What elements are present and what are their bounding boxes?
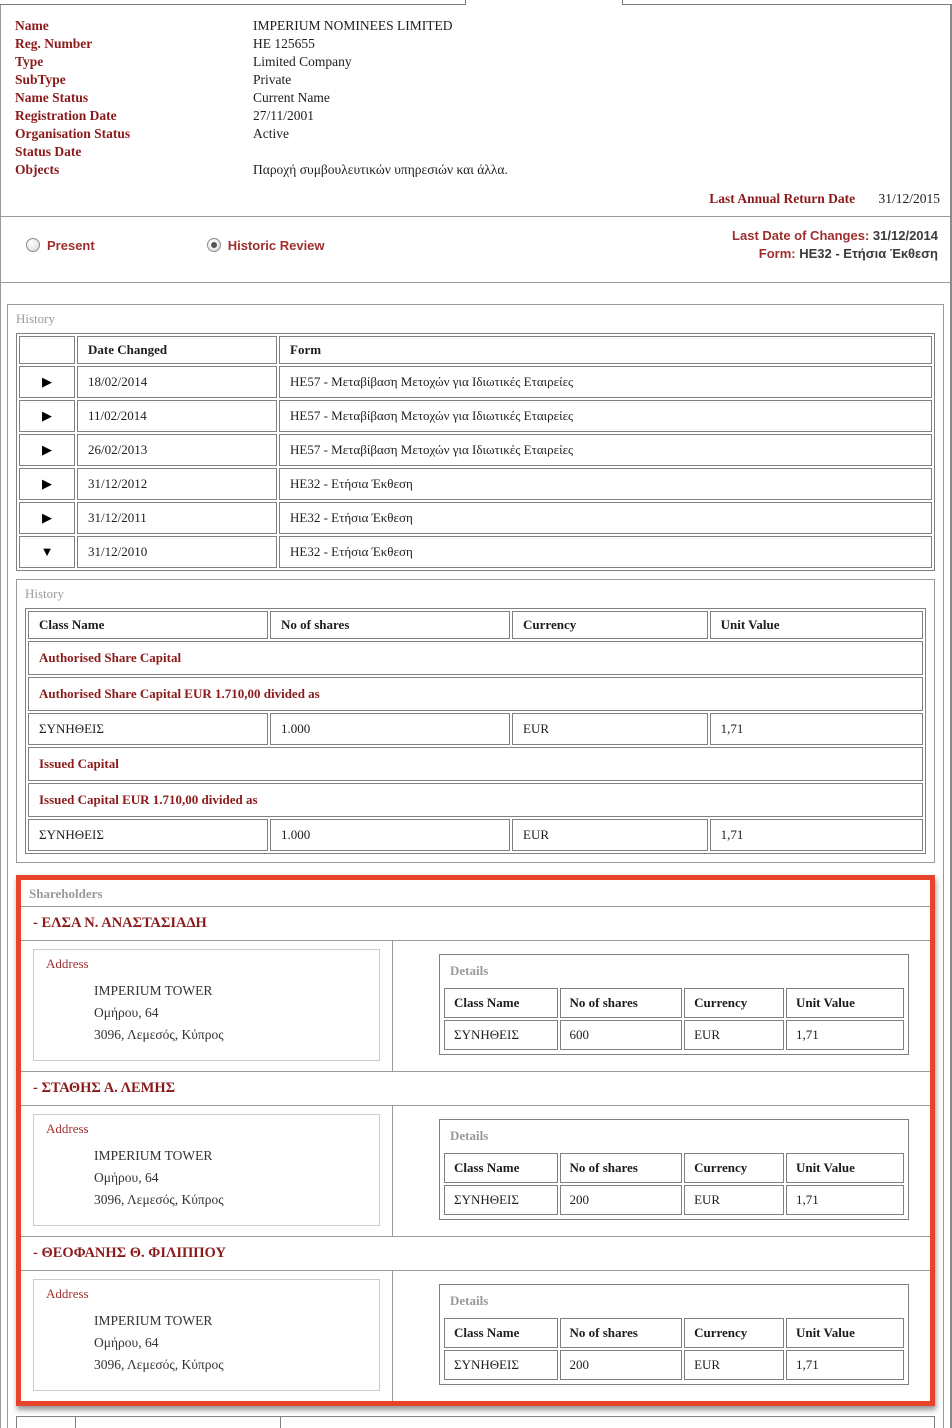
capital-cell: ΣΥΝΗΘΕΙΣ xyxy=(28,819,268,851)
details-header: No of shares xyxy=(560,1153,683,1183)
shareholder-details-cell xyxy=(393,1106,930,1236)
field-label: Name Status xyxy=(15,90,89,105)
last-annual-return-value: 31/12/2015 xyxy=(878,191,940,206)
capital-cell: 1,71 xyxy=(710,819,923,851)
capital-table xyxy=(25,608,926,854)
address-legend: Address xyxy=(46,956,89,971)
last-annual-return-label: Last Annual Return Date xyxy=(709,191,856,206)
company-field-row xyxy=(15,143,942,161)
details-header: Currency xyxy=(684,1318,784,1348)
details-header: No of shares xyxy=(560,1318,683,1348)
capital-header-3: Unit Value xyxy=(710,611,923,639)
date-changed-cell: 31/12/2010 xyxy=(77,536,277,568)
capital-group-row xyxy=(28,747,923,781)
field-value: Active xyxy=(253,126,289,141)
details-data-row xyxy=(444,1350,904,1380)
shareholder-content xyxy=(21,1271,930,1401)
details-cell: ΣΥΝΗΘΕΙΣ xyxy=(444,1020,558,1050)
field-value: 27/11/2001 xyxy=(253,108,315,123)
address-fieldset xyxy=(33,1114,380,1226)
form-cell: HE57 - Μεταβίβαση Μετοχών για Ιδιωτικές Εταιρείες xyxy=(279,434,932,466)
capital-group-label: Issued Capital EUR 1.710,00 divided as xyxy=(28,783,923,817)
expand-column-header xyxy=(19,336,75,364)
expand-cell[interactable] xyxy=(19,536,75,568)
history-row xyxy=(19,400,932,432)
field-label: Registration Date xyxy=(15,108,117,123)
address-line: Ομήρου, 64 xyxy=(94,1005,159,1020)
form-cell: HE57 - Μεταβίβαση Μετοχών για Ιδιωτικές Εταιρείες xyxy=(279,400,932,432)
form-header: Form xyxy=(279,336,932,364)
details-data-row xyxy=(444,1185,904,1215)
expand-cell[interactable] xyxy=(19,366,75,398)
date-changed-cell: 31/12/2012 xyxy=(77,468,277,500)
view-toggle-row xyxy=(1,217,950,273)
expand-cell[interactable] xyxy=(19,468,75,500)
form-cell: HE32 - Ετήσια Έκθεση xyxy=(279,468,932,500)
capital-data-row xyxy=(28,713,923,745)
capital-cell: EUR xyxy=(512,713,708,745)
history-row xyxy=(19,536,932,568)
address-line: IMPERIUM TOWER xyxy=(94,983,213,998)
company-field-row xyxy=(15,71,942,89)
form-value: HE32 - Ετήσια Έκθεση xyxy=(799,246,938,261)
form-cell: HE32 - Ετήσια Έκθεση xyxy=(279,536,932,568)
details-cell: ΣΥΝΗΘΕΙΣ xyxy=(444,1185,558,1215)
details-cell: 200 xyxy=(560,1185,683,1215)
details-cell: 1,71 xyxy=(786,1350,904,1380)
capital-group-row xyxy=(28,677,923,711)
details-header: Unit Value xyxy=(786,988,904,1018)
shareholder-name: - ΘΕΟΦΑΝΗΣ Θ. ΦΙΛΙΠΠΟΥ xyxy=(21,1236,930,1271)
history-header-row xyxy=(19,336,932,364)
collapse-arrow-icon[interactable]: ▼ xyxy=(40,544,54,559)
company-field-row xyxy=(15,107,942,125)
capital-header-row xyxy=(28,611,923,639)
capital-group-label: Authorised Share Capital xyxy=(28,641,923,675)
form-label: Form xyxy=(758,246,792,261)
date-changed-cell: 31/12/2011 xyxy=(77,502,277,534)
details-table xyxy=(442,1151,906,1217)
capital-history-section xyxy=(16,579,935,863)
shareholders-legend: Shareholders xyxy=(29,886,103,901)
expand-arrow-icon[interactable]: ▶ xyxy=(42,476,52,491)
field-value: Παροχή συμβουλευτικών υπηρεσιών και άλλα. xyxy=(253,162,508,177)
details-cell: EUR xyxy=(684,1350,784,1380)
form-cell: HE57 - Μεταβίβαση Μετοχών για Ιδιωτικές Εταιρείες xyxy=(279,366,932,398)
details-header: Currency xyxy=(684,988,784,1018)
divider xyxy=(1,282,950,283)
details-cell: 1,71 xyxy=(786,1185,904,1215)
details-legend: Details xyxy=(450,1128,489,1143)
details-header: Class Name xyxy=(444,988,558,1018)
details-legend: Details xyxy=(450,1293,489,1308)
company-field-row xyxy=(15,89,942,107)
details-cell: 1,71 xyxy=(786,1020,904,1050)
history-row xyxy=(19,502,932,534)
field-label: Objects xyxy=(15,162,60,177)
address-line: 3096, Λεμεσός, Κύπρος xyxy=(94,1357,224,1372)
expand-arrow-icon[interactable]: ▶ xyxy=(42,510,52,525)
date-changed-header: Date Changed xyxy=(77,336,277,364)
date-changed-cell: 11/02/2014 xyxy=(77,400,277,432)
address-fieldset xyxy=(33,1279,380,1391)
address-line: Ομήρου, 64 xyxy=(94,1170,159,1185)
details-header: Unit Value xyxy=(786,1153,904,1183)
expand-arrow-icon[interactable]: ▶ xyxy=(42,374,52,389)
field-value: IMPERIUM NOMINEES LIMITED xyxy=(253,18,453,33)
tab-strip xyxy=(0,0,952,5)
capital-history-legend: History xyxy=(25,586,64,601)
details-header: Class Name xyxy=(444,1318,558,1348)
date-changed-cell: 18/02/2014 xyxy=(77,366,277,398)
expand-cell[interactable] xyxy=(19,502,75,534)
details-cell: ΣΥΝΗΘΕΙΣ xyxy=(444,1350,558,1380)
details-fieldset xyxy=(439,954,909,1055)
capital-header-2: Currency xyxy=(512,611,708,639)
field-value: Limited Company xyxy=(253,54,352,69)
company-field-row xyxy=(15,35,942,53)
shareholder-details-cell xyxy=(393,1271,930,1401)
main-panel xyxy=(0,5,952,1428)
radio-historic-review-label: Historic Review xyxy=(227,237,325,253)
last-changes-block: Last Date of Changes: 31/12/2014 Form: HE32 - Ετήσια Έκθεση xyxy=(732,228,938,261)
capital-group-row xyxy=(28,783,923,817)
radio-present-icon[interactable] xyxy=(26,238,40,252)
radio-historic-review[interactable] xyxy=(207,238,325,253)
details-cell: 200 xyxy=(560,1350,683,1380)
capital-cell: 1,71 xyxy=(710,713,923,745)
tab-edge-left xyxy=(0,0,466,5)
details-fieldset xyxy=(439,1119,909,1220)
last-date-of-changes-value: 31/12/2014 xyxy=(872,228,938,243)
radio-present[interactable] xyxy=(26,238,95,253)
shareholder-content xyxy=(21,1106,930,1236)
field-label: Status Date xyxy=(15,144,82,159)
details-table xyxy=(442,1316,906,1382)
history-section xyxy=(7,304,944,1428)
company-field-row xyxy=(15,125,942,143)
history-table xyxy=(16,333,935,571)
shareholder-details-cell xyxy=(393,941,930,1071)
details-header-row xyxy=(444,988,904,1018)
capital-cell: 1.000 xyxy=(270,819,510,851)
company-field-row xyxy=(15,161,942,179)
details-header: Class Name xyxy=(444,1153,558,1183)
details-header-row xyxy=(444,1318,904,1348)
field-value: Private xyxy=(253,72,292,87)
last-annual-return-row xyxy=(1,179,950,207)
details-fieldset xyxy=(439,1284,909,1385)
field-value: HE 125655 xyxy=(253,36,315,51)
column-divider xyxy=(75,1417,76,1428)
details-header-row xyxy=(444,1153,904,1183)
details-cell: EUR xyxy=(684,1185,784,1215)
history-row xyxy=(19,468,932,500)
field-label: SubType xyxy=(15,72,66,87)
details-data-row xyxy=(444,1020,904,1050)
company-field-row xyxy=(15,53,942,71)
expand-arrow-icon[interactable]: ▶ xyxy=(42,408,52,423)
address-legend: Address xyxy=(46,1121,89,1136)
address-line: IMPERIUM TOWER xyxy=(94,1313,213,1328)
last-date-of-changes-label: Last Date of Changes xyxy=(732,228,865,243)
address-line: IMPERIUM TOWER xyxy=(94,1148,213,1163)
date-changed-cell: 26/02/2013 xyxy=(77,434,277,466)
history-legend: History xyxy=(16,311,55,326)
address-line: 3096, Λεμεσός, Κύπρος xyxy=(94,1027,224,1042)
shareholders-section xyxy=(16,875,935,1406)
details-header: No of shares xyxy=(560,988,683,1018)
next-history-row-partial xyxy=(16,1416,935,1428)
capital-header-1: No of shares xyxy=(270,611,510,639)
address-line: Ομήρου, 64 xyxy=(94,1335,159,1350)
field-label: Name xyxy=(15,18,49,33)
capital-group-row xyxy=(28,641,923,675)
shareholder-address-cell xyxy=(21,1106,393,1236)
details-cell: 600 xyxy=(560,1020,683,1050)
capital-cell: 1.000 xyxy=(270,713,510,745)
address-line: 3096, Λεμεσός, Κύπρος xyxy=(94,1192,224,1207)
shareholder-content xyxy=(21,941,930,1071)
capital-group-label: Issued Capital xyxy=(28,747,923,781)
details-table xyxy=(442,986,906,1052)
capital-cell: EUR xyxy=(512,819,708,851)
capital-data-row xyxy=(28,819,923,851)
shareholder-address-cell xyxy=(21,941,393,1071)
expand-cell[interactable] xyxy=(19,400,75,432)
radio-historic-review-icon[interactable] xyxy=(207,238,221,252)
radio-present-label: Present xyxy=(47,237,95,253)
capital-header-0: Class Name xyxy=(28,611,268,639)
address-fieldset xyxy=(33,949,380,1061)
form-cell: HE32 - Ετήσια Έκθεση xyxy=(279,502,932,534)
field-label: Organisation Status xyxy=(15,126,131,141)
field-label: Reg. Number xyxy=(15,36,93,51)
capital-group-label: Authorised Share Capital EUR 1.710,00 divided as xyxy=(28,677,923,711)
column-divider xyxy=(280,1417,281,1428)
details-header: Currency xyxy=(684,1153,784,1183)
shareholder-name: - ΕΛΣΑ Ν. ΑΝΑΣΤΑΣΙΑΔΗ xyxy=(21,906,930,941)
company-details xyxy=(1,5,950,179)
expand-cell[interactable] xyxy=(19,434,75,466)
company-field-row xyxy=(15,17,942,35)
history-row xyxy=(19,434,932,466)
shareholder-name: - ΣΤΑΘΗΣ Α. ΛΕΜΗΣ xyxy=(21,1071,930,1106)
history-row xyxy=(19,366,932,398)
field-value: Current Name xyxy=(253,90,330,105)
address-legend: Address xyxy=(46,1286,89,1301)
details-cell: EUR xyxy=(684,1020,784,1050)
capital-cell: ΣΥΝΗΘΕΙΣ xyxy=(28,713,268,745)
tab-edge-right xyxy=(622,0,952,5)
details-header: Unit Value xyxy=(786,1318,904,1348)
shareholder-address-cell xyxy=(21,1271,393,1401)
details-legend: Details xyxy=(450,963,489,978)
expand-arrow-icon[interactable]: ▶ xyxy=(42,442,52,457)
field-label: Type xyxy=(15,54,44,69)
